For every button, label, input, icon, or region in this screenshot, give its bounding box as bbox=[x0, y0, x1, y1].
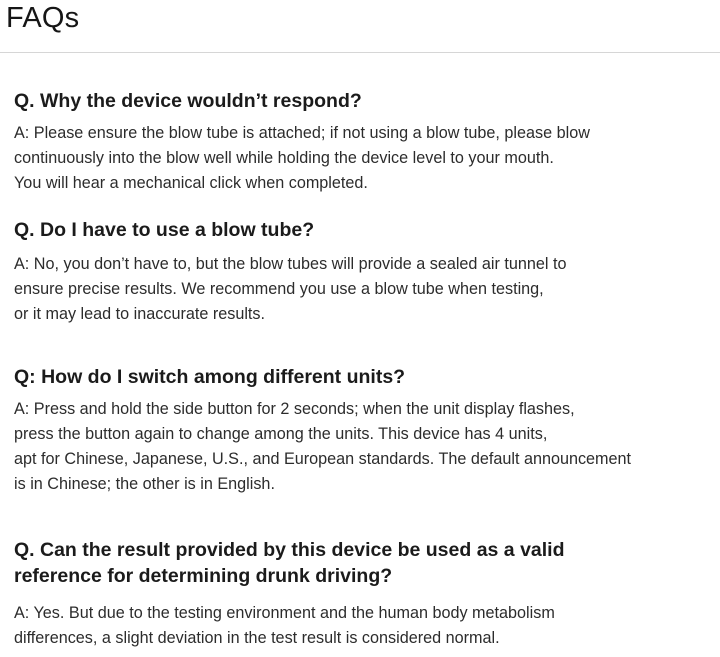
faq-question bbox=[14, 217, 714, 243]
faq-answer bbox=[14, 601, 714, 651]
answer-line: A: Please ensure the blow tube is attached; if not using a blow tube, please blow bbox=[14, 124, 590, 142]
answer-line: or it may lead to inaccurate results. bbox=[14, 305, 266, 323]
answer-line: You will hear a mechanical click when completed. bbox=[14, 174, 368, 192]
question-line: Q. Do I have to use a blow tube? bbox=[14, 219, 315, 241]
answer-line: apt for Chinese, Japanese, U.S., and European standards. The default announcement bbox=[14, 450, 632, 468]
answer-line: press the button again to change among the units. This device has 4 units, bbox=[14, 425, 548, 443]
faq-question bbox=[14, 537, 714, 589]
faq-item-1 bbox=[14, 88, 714, 196]
faq-item-3 bbox=[14, 364, 714, 497]
faq-item-4 bbox=[14, 537, 714, 651]
answer-line: ensure precise results. We recommend you use a blow tube when testing, bbox=[14, 280, 544, 298]
question-line: Q: How do I switch among different units? bbox=[14, 366, 406, 388]
question-line: Q. Why the device wouldn’t respond? bbox=[14, 90, 362, 112]
answer-line: differences, a slight deviation in the test result is considered normal. bbox=[14, 629, 500, 647]
answer-line: A: No, you don’t have to, but the blow tubes will provide a sealed air tunnel to bbox=[14, 255, 567, 273]
answer-line: continuously into the blow well while holding the device level to your mouth. bbox=[14, 149, 554, 167]
faq-answer bbox=[14, 397, 714, 497]
divider bbox=[0, 52, 720, 53]
faq-answer bbox=[14, 252, 714, 327]
page-title: FAQs bbox=[6, 2, 80, 34]
faq-question bbox=[14, 88, 714, 114]
faq-question bbox=[14, 364, 714, 390]
faq-answer bbox=[14, 121, 714, 196]
question-line: reference for determining drunk driving? bbox=[14, 565, 393, 587]
answer-line: A: Yes. But due to the testing environment and the human body metabolism bbox=[14, 604, 555, 622]
answer-line: A: Press and hold the side button for 2 seconds; when the unit display flashes, bbox=[14, 400, 575, 418]
answer-line: is in Chinese; the other is in English. bbox=[14, 475, 275, 493]
question-line: Q. Can the result provided by this device be used as a valid bbox=[14, 539, 565, 561]
faq-item-2 bbox=[14, 217, 714, 327]
